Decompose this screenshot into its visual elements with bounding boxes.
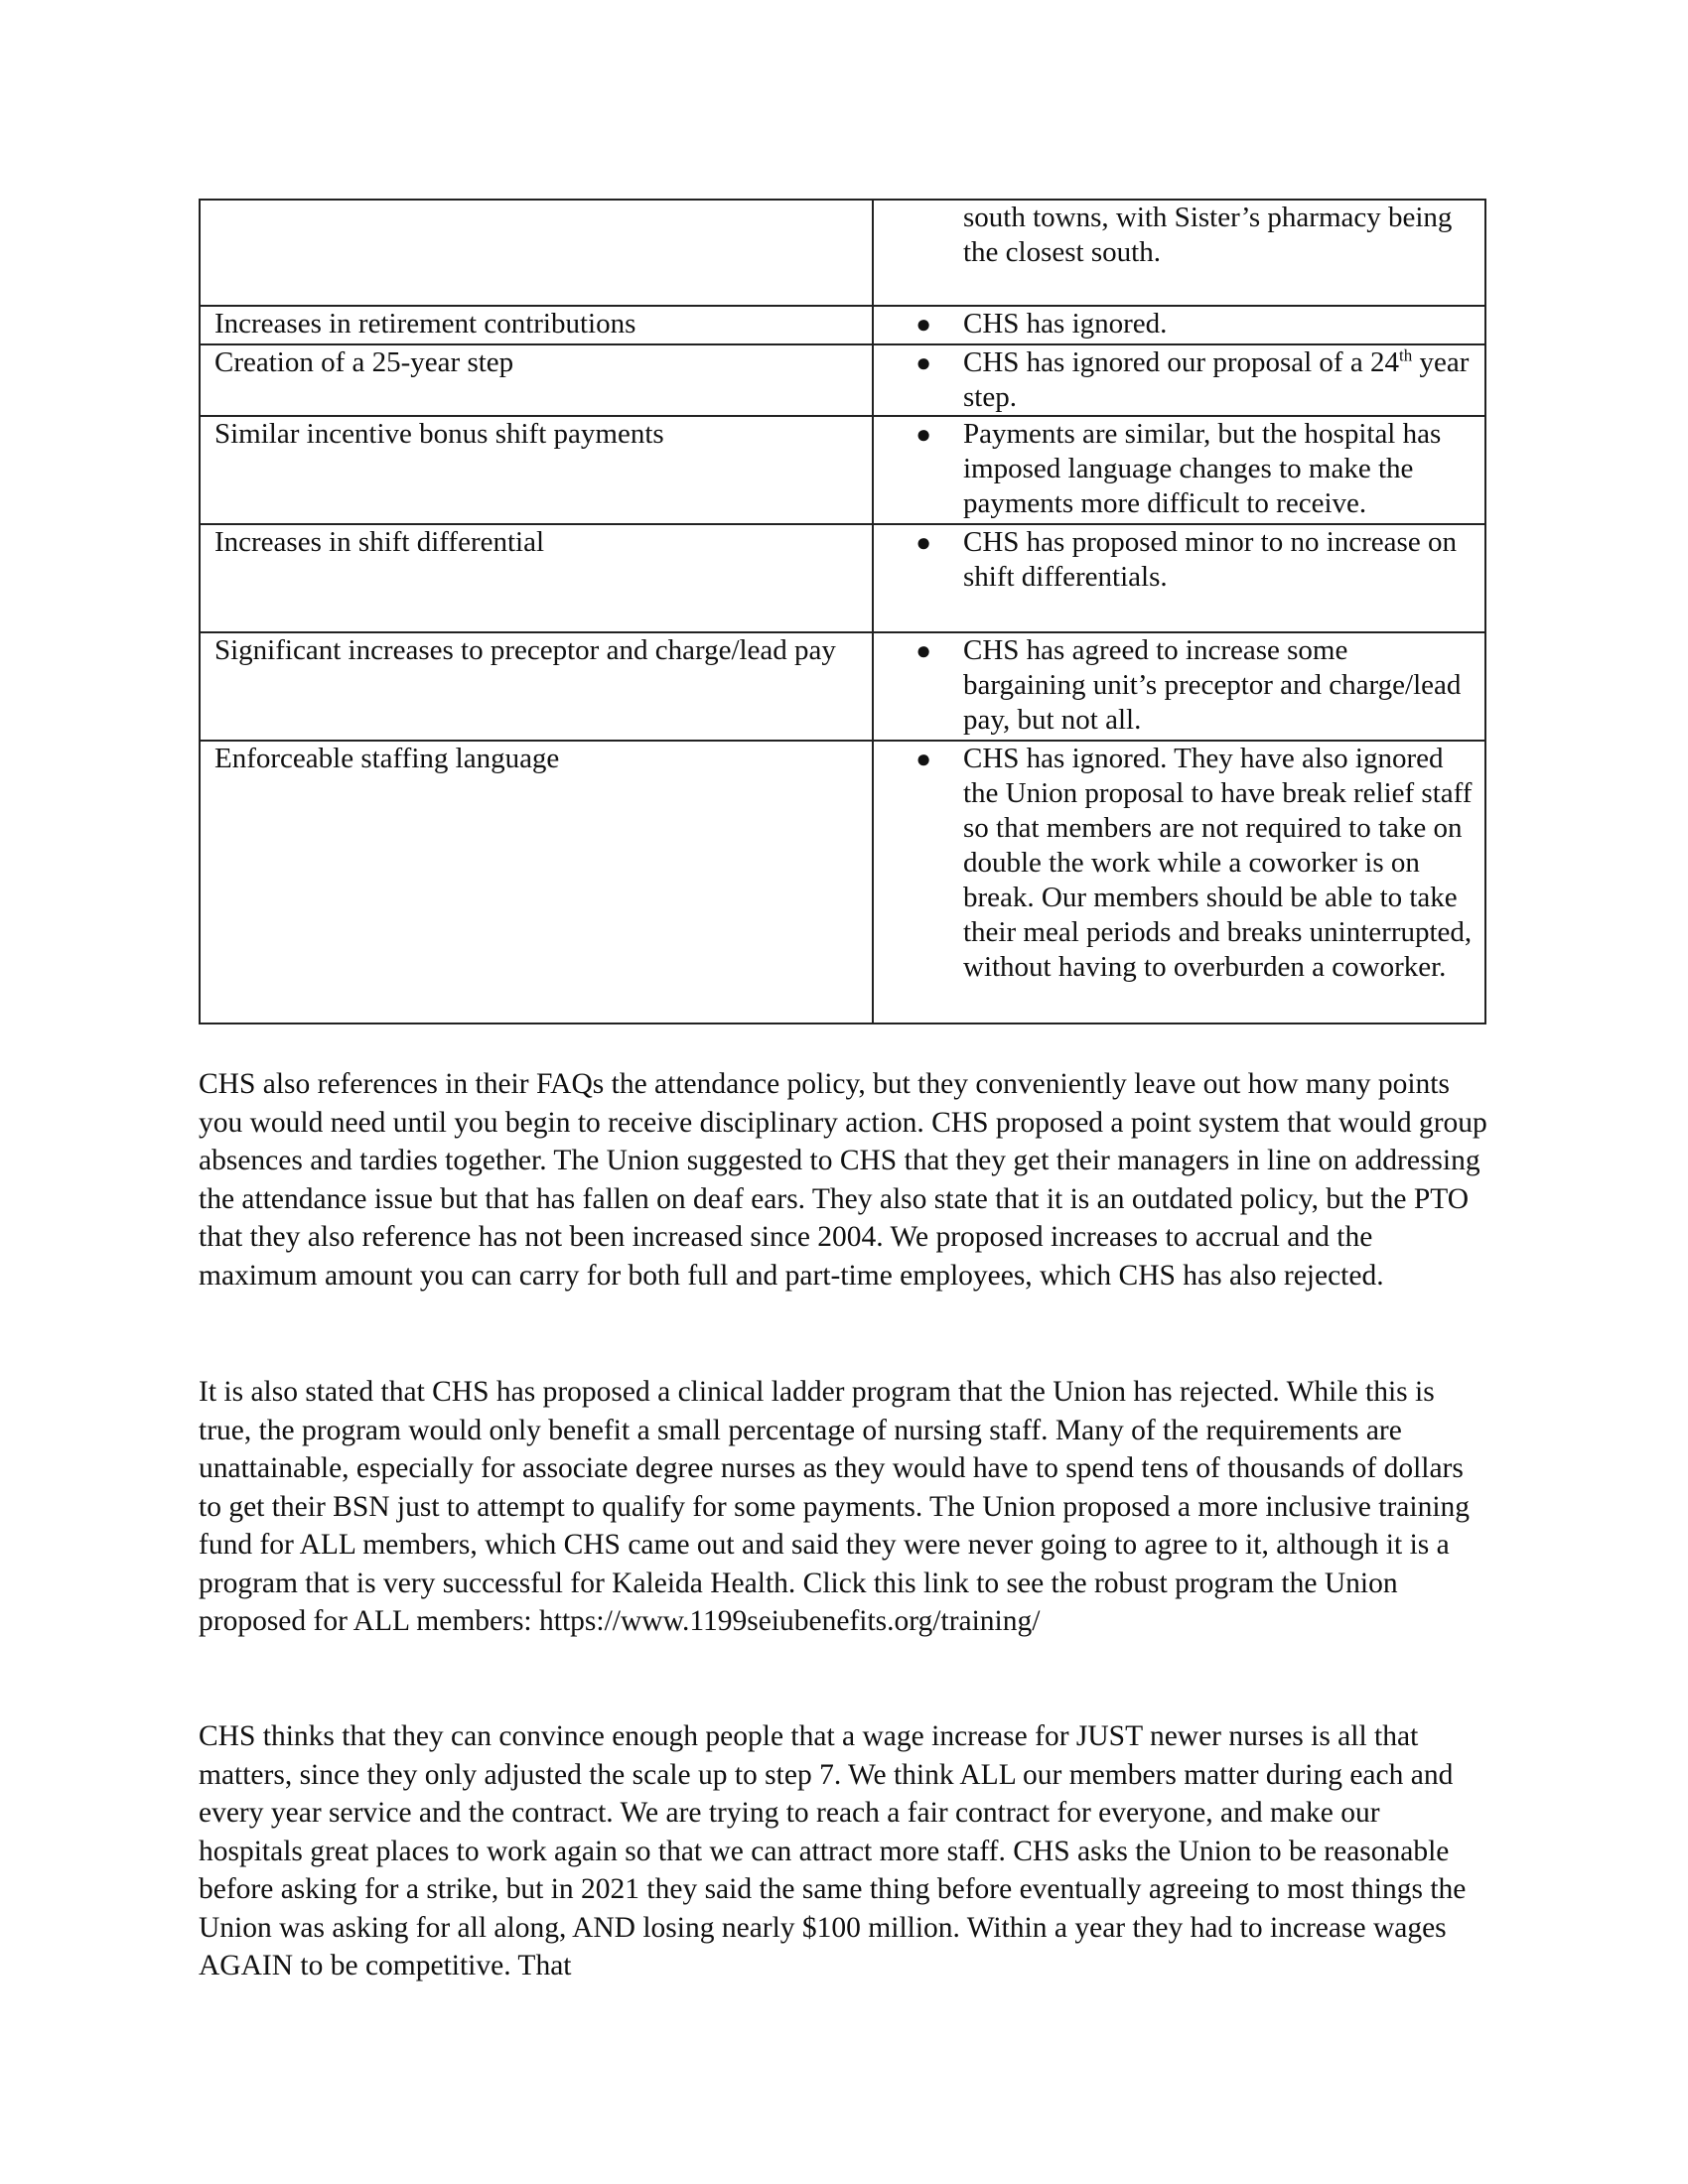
proposal-cell: Increases in shift differential: [200, 524, 873, 632]
bullet-icon: ●: [915, 528, 931, 557]
bullet-icon: ●: [915, 348, 931, 377]
response-text: CHS has ignored our proposal of a 24th year step.: [963, 345, 1470, 413]
response-text: CHS has ignored. They have also ignored the Union proposal to have break relief staff so that members are not required to take on double the work while a coworker is on break. Our members should be able to take their meal periods and breaks uninterrupted, without having to overburden a coworker.: [963, 743, 1473, 983]
response-cell: [873, 200, 1485, 306]
response-cell: [873, 524, 1485, 632]
response-text: CHS has ignored.: [963, 308, 1168, 340]
bullet-icon: ●: [915, 310, 931, 339]
proposal-cell: Similar incentive bonus shift payments: [200, 416, 873, 524]
paragraph-clinical-ladder: It is also stated that CHS has proposed a clinical ladder program that the Union has rejected. While this is true, the program would only benefit a small percentage of nursing staff. Many of the requirements are unattainable, especially for associate degree nurses as they would have to spend tens of thousands of dollars to get their BSN just to attempt to qualify for some payments. The Union proposed a more inclusive training fund for ALL members, which CHS came out and said they were never going to agree to it, although it is a program that is very successful for Kaleida Health. Click this link to see the robust program the Union proposed for ALL members: https://www.1199seiubenefits.org/training/: [199, 1376, 1471, 1637]
paragraph-wage-increase: CHS thinks that they can convince enough people that a wage increase for JUST newer nurses is all that matters, since they only adjusted the scale up to step 7. We think ALL our members matter during each and every year service and the contract. We are trying to reach a fair contract for everyone, and make our hospitals great places to work again so that we can attract more staff. CHS asks the Union to be reasonable before asking for a strike, but in 2021 they said the same thing before eventually agreeing to most things the Union was asking for all along, AND losing nearly $100 million. Within a year they had to increase wages AGAIN to be competitive. That: [199, 1720, 1467, 1981]
proposal-cell: Increases in retirement contributions: [200, 306, 873, 344]
proposal-cell: Creation of a 25-year step: [200, 344, 873, 416]
response-text: CHS has proposed minor to no increase on shift differentials.: [963, 526, 1457, 593]
proposal-cell: [200, 200, 873, 306]
table-row: [200, 344, 1485, 416]
table-row: [200, 524, 1485, 632]
response-cell: [873, 632, 1485, 741]
table-row: [200, 416, 1485, 524]
bullet-icon: ●: [915, 745, 931, 773]
proposal-cell: Significant increases to preceptor and charge/lead pay: [200, 632, 873, 741]
table-row: [200, 306, 1485, 344]
response-cell: [873, 306, 1485, 344]
response-cell: [873, 416, 1485, 524]
bullet-icon: ●: [915, 420, 931, 449]
response-text: south towns, with Sister’s pharmacy being the closest south.: [963, 202, 1453, 268]
table-row: [200, 741, 1485, 1024]
response-text: CHS has agreed to increase some bargaining unit’s preceptor and charge/lead pay, but not all.: [963, 634, 1462, 736]
bullet-icon: ●: [915, 636, 931, 665]
paragraph-attendance-policy: CHS also references in their FAQs the attendance policy, but they conveniently leave out how many points you would need until you begin to receive disciplinary action. CHS proposed a point system that would group absences and tardies together. The Union suggested to CHS that they get their managers in line on addressing the attendance issue but that has fallen on deaf ears. They also state that it is an outdated policy, but the PTO that they also reference has not been increased since 2004. We proposed increases to accrual and the maximum amount you can carry for both full and part-time employees, which CHS has also rejected.: [199, 1068, 1487, 1292]
proposal-cell: Enforceable staffing language: [200, 741, 873, 1024]
response-cell: [873, 344, 1485, 416]
response-cell: [873, 741, 1485, 1024]
response-text: Payments are similar, but the hospital has imposed language changes to make the payments more difficult to receive.: [963, 418, 1442, 519]
proposal-comparison-table: [199, 199, 1486, 1024]
table-row: [200, 200, 1485, 306]
table-row: [200, 632, 1485, 741]
